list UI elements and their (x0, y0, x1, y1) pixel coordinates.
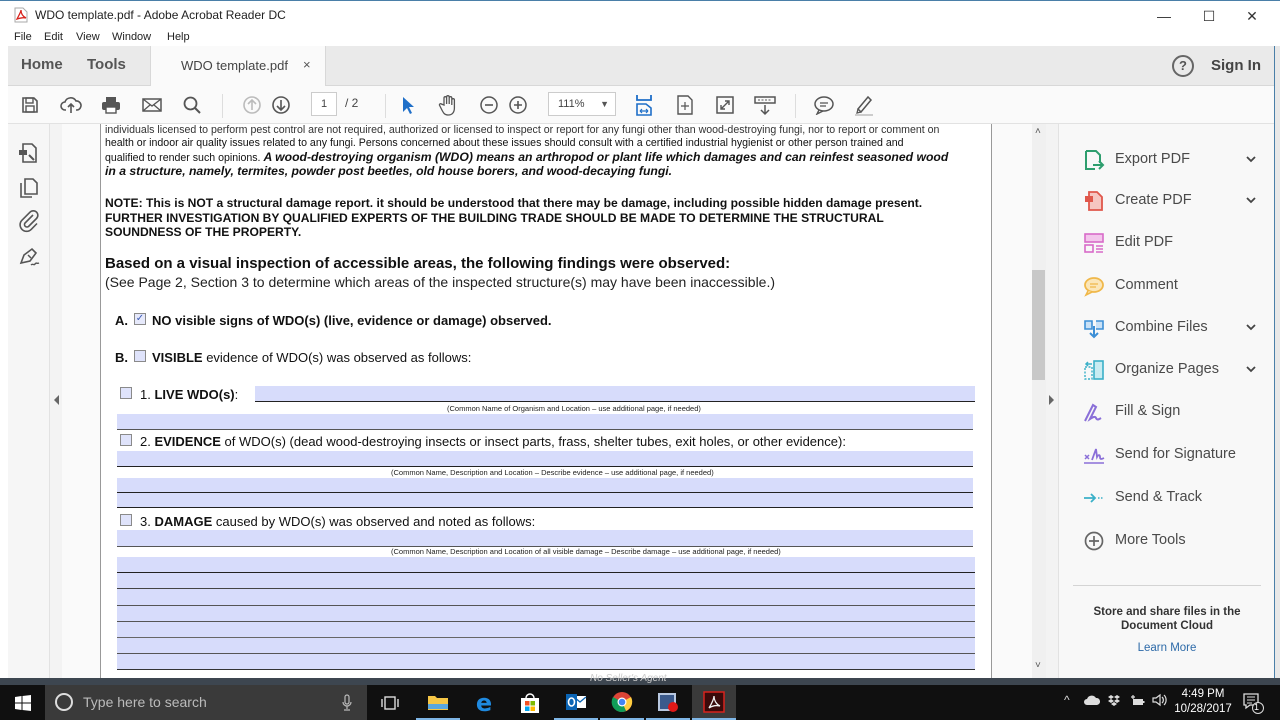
scrollbar-thumb[interactable] (1032, 270, 1045, 380)
item3-bold: DAMAGE (154, 514, 213, 529)
item1-text: : (234, 387, 239, 402)
tab-document[interactable] (150, 46, 326, 86)
minimize-icon: — (1157, 8, 1171, 24)
vertical-scrollbar[interactable] (1032, 124, 1046, 678)
chevron-right-icon (1048, 394, 1056, 406)
page-thumbnails-icon[interactable] (17, 176, 41, 200)
chevron-left-icon (52, 394, 60, 406)
option-a-checkbox[interactable] (134, 313, 146, 325)
close-button[interactable] (1229, 1, 1275, 31)
left-panel-toggle[interactable] (50, 124, 62, 678)
edit-pdf-icon (1083, 232, 1105, 254)
findings-heading: Based on a visual inspection of accessible areas, the following findings were observed: (105, 255, 731, 272)
option-b-bold: VISIBLE (152, 350, 203, 365)
export-page-icon[interactable] (17, 141, 41, 165)
toolbar (8, 86, 1280, 124)
tab-row (8, 46, 1280, 86)
tab-close-icon[interactable]: × (303, 57, 311, 72)
window-title: WDO template.pdf - Adobe Acrobat Reader DC (35, 8, 286, 22)
note-line: NOTE: This is NOT a structural damage report. it should be understood that there may be damage, including possible hidden damage present. (105, 196, 923, 210)
taskbar-video-recorder[interactable] (646, 685, 690, 720)
checkmark-icon: ✓ (135, 313, 145, 324)
item1-label (140, 387, 238, 402)
fit-width-icon[interactable] (631, 92, 657, 118)
chrome-icon (611, 691, 633, 713)
clock-time: 4:49 PM (1181, 688, 1225, 700)
battery-charging-icon[interactable] (1130, 694, 1145, 707)
menu-edit[interactable]: Edit (44, 31, 63, 43)
item2-text: of WDO(s) (dead wood-destroying insects or insect parts, frass, shelter tubes, exit holes, or other evidence): (220, 434, 846, 449)
tool-label: Create PDF (1115, 192, 1192, 208)
toolbar-divider (385, 94, 386, 118)
note-line: FURTHER INVESTIGATION BY QUALIFIED EXPERTS OF THE BUILDING TRADE SHOULD BE MADE TO DETERMINE THE STRUCTURAL (105, 211, 884, 225)
outlook-icon (565, 692, 587, 712)
menu-bar (0, 30, 1280, 46)
clock-date: 10/28/2017 (1174, 703, 1232, 715)
comment-icon[interactable] (811, 92, 837, 118)
windows-logo-icon (15, 695, 31, 711)
notification-count-badge: 1 (1254, 702, 1260, 712)
tool-label: Export PDF (1115, 151, 1190, 167)
combine-files-icon (1083, 317, 1105, 339)
field-underline (255, 401, 975, 402)
item1-num: 1. (140, 387, 151, 402)
page-up-icon[interactable] (239, 92, 265, 118)
option-b-label (152, 350, 471, 365)
taskbar-search[interactable] (45, 685, 367, 720)
send-for-signature-icon (1083, 444, 1105, 466)
chevron-down-icon[interactable] (1245, 321, 1257, 333)
live-wdo-field[interactable] (255, 386, 975, 401)
right-panel-toggle[interactable] (1046, 124, 1058, 678)
paragraph-line: health or indoor air quality issues related to any fungi. Persons concerned about these issues should consult with a certified industrial hygienist or other person trained and (105, 137, 904, 149)
tool-label: Send for Signature (1115, 446, 1236, 462)
tool-combine-files[interactable] (1083, 315, 1263, 341)
item2-label (140, 434, 846, 449)
show-hidden-icons[interactable]: ^ (1064, 693, 1070, 707)
item3-num: 3. (140, 514, 151, 529)
live-wdo-field-line2[interactable] (117, 414, 973, 429)
chevron-down-icon: ▼ (600, 99, 609, 109)
background-window-edge (1274, 46, 1280, 678)
page-down-icon[interactable] (268, 92, 294, 118)
document-viewer[interactable] (62, 124, 1032, 678)
evidence-field-line3[interactable] (117, 493, 973, 507)
toolbar-divider (795, 94, 796, 118)
dropbox-icon[interactable] (1107, 694, 1121, 707)
tools-pane (1058, 124, 1274, 678)
cortana-icon (55, 693, 73, 711)
option-b-text: evidence of WDO(s) was observed as follows: (202, 350, 472, 365)
damage-field-line7[interactable] (117, 638, 975, 653)
more-tools-icon (1083, 530, 1105, 552)
item1-bold: LIVE WDO(s) (154, 387, 235, 402)
fit-page-icon[interactable] (672, 92, 698, 118)
item2-caption: (Common Name, Description and Location – Describe evidence – use additional page, if needed) (391, 468, 714, 477)
item2-num: 2. (140, 434, 151, 449)
print-icon[interactable] (98, 92, 124, 118)
field-underline (117, 466, 973, 467)
tab-home[interactable]: Home (21, 56, 63, 73)
export-pdf-icon (1083, 149, 1105, 171)
menu-file[interactable]: File (14, 31, 32, 43)
tool-send-track[interactable] (1083, 485, 1263, 511)
volume-icon[interactable] (1152, 693, 1168, 707)
background-window-strip (0, 673, 1280, 685)
file-explorer-icon (427, 693, 449, 711)
scroll-down-icon[interactable]: ˅ (1035, 660, 1041, 671)
item3-text: caused by WDO(s) was observed and noted as follows: (212, 514, 536, 529)
search-placeholder: Type here to search (83, 694, 207, 710)
item3-label (140, 514, 535, 529)
item3-caption: (Common Name, Description and Location of all visible damage – Describe damage – use additional page, if needed) (391, 547, 781, 556)
chevron-down-icon[interactable] (1245, 194, 1257, 206)
acrobat-icon (703, 691, 725, 713)
menu-help[interactable]: Help (167, 31, 190, 43)
edge-icon: e (475, 688, 493, 717)
select-cursor-icon[interactable] (394, 92, 420, 118)
zoom-level-value: 111% (558, 98, 585, 110)
document-cloud-promo: Store and share files in the Document Cloud (1093, 606, 1241, 632)
taskbar-file-explorer[interactable] (416, 685, 460, 720)
item1-checkbox[interactable] (120, 387, 132, 399)
field-underline (117, 669, 975, 670)
microphone-icon[interactable] (342, 694, 352, 711)
damage-field-line6[interactable] (117, 622, 975, 637)
chevron-down-icon[interactable] (1245, 153, 1257, 165)
left-navigation-rail (8, 124, 50, 678)
signatures-icon[interactable] (17, 245, 41, 269)
damage-field-line4[interactable] (117, 589, 975, 605)
tool-label: Combine Files (1115, 319, 1208, 335)
store-icon (519, 692, 541, 714)
acrobat-app-icon (14, 7, 28, 23)
video-recorder-icon (656, 691, 680, 713)
zoom-out-icon[interactable] (476, 92, 502, 118)
damage-field[interactable] (117, 530, 973, 546)
tool-export-pdf[interactable] (1083, 147, 1263, 173)
tool-create-pdf[interactable] (1083, 188, 1263, 214)
maximize-icon: ☐ (1202, 7, 1216, 24)
zoom-in-icon[interactable] (505, 92, 531, 118)
taskbar-chrome[interactable] (600, 685, 644, 720)
damage-field-line8[interactable] (117, 654, 975, 669)
send-track-icon (1083, 487, 1105, 509)
evidence-field[interactable] (117, 451, 973, 466)
note-line: SOUNDNESS OF THE PROPERTY. (105, 225, 302, 239)
hand-tool-icon[interactable] (435, 92, 461, 118)
item2-checkbox[interactable] (120, 434, 132, 446)
item2-bold: EVIDENCE (154, 434, 221, 449)
close-icon: ✕ (1246, 7, 1258, 24)
tool-more-tools[interactable] (1083, 528, 1263, 554)
taskbar-outlook[interactable] (554, 685, 598, 720)
page-number-input[interactable]: 1 (311, 92, 337, 116)
task-view-icon (380, 695, 400, 711)
title-bar (0, 0, 1280, 30)
paragraph-text: qualified to render such opinions. (105, 152, 261, 164)
damage-field-line2[interactable] (117, 557, 975, 572)
page-total: / 2 (345, 96, 359, 110)
zoom-level-dropdown[interactable] (548, 92, 616, 116)
menu-window[interactable]: Window (112, 31, 152, 43)
sign-in-button[interactable]: Sign In (1211, 57, 1261, 74)
tool-label: Edit PDF (1115, 234, 1174, 250)
evidence-field-line2[interactable] (117, 478, 973, 492)
system-clock[interactable] (1170, 687, 1236, 717)
taskbar-acrobat[interactable] (692, 685, 736, 720)
option-a-label: NO visible signs of WDO(s) (live, evidence or damage) observed. (152, 313, 552, 328)
highlight-icon[interactable] (851, 92, 877, 118)
fill-sign-icon (1083, 401, 1105, 423)
email-icon[interactable] (139, 92, 165, 118)
search-icon[interactable] (179, 92, 205, 118)
tool-comment[interactable] (1083, 273, 1263, 299)
learn-more-link[interactable]: Learn More (1137, 642, 1197, 654)
menu-view[interactable]: View (76, 31, 100, 43)
wdo-definition-cont: in a structure, namely, termites, powder post beetles, old house borers, and wood-decaying fungi. (105, 164, 673, 178)
wdo-definition: A wood-destroying organism (WDO) means an arthropod or plant life which damages and can reinfest seasoned wood (263, 150, 949, 164)
damage-field-line3[interactable] (117, 573, 975, 588)
background-overlay-text: No Seller's Agent (590, 673, 667, 684)
taskbar-store[interactable] (508, 685, 552, 720)
panel-divider (1073, 585, 1261, 586)
option-a-letter: A. (115, 313, 128, 328)
task-view-button[interactable] (368, 685, 412, 720)
maximize-button[interactable] (1186, 1, 1232, 31)
start-button[interactable] (0, 685, 45, 720)
paragraph-line: individuals licensed to perform pest control are not required, authorized or licensed to inspect or report for any fungi other than wood-destroying fungi, nor to report or comment on (105, 124, 940, 136)
upload-cloud-icon[interactable] (58, 92, 84, 118)
tool-send-for-signature[interactable] (1083, 442, 1263, 468)
organize-pages-icon (1083, 359, 1105, 381)
comment-icon (1083, 275, 1105, 297)
scroll-mode-icon[interactable] (752, 92, 778, 118)
action-center-icon[interactable] (1242, 692, 1264, 714)
tool-label: More Tools (1115, 532, 1186, 548)
tool-edit-pdf[interactable] (1083, 230, 1263, 256)
tab-document-label: WDO template.pdf (181, 58, 288, 73)
full-screen-icon[interactable] (712, 92, 738, 118)
save-icon[interactable] (17, 92, 43, 118)
field-underline (117, 507, 973, 508)
create-pdf-icon (1083, 190, 1105, 212)
tool-label: Organize Pages (1115, 361, 1219, 377)
field-underline (117, 429, 973, 430)
toolbar-divider (222, 94, 223, 118)
option-b-checkbox[interactable] (134, 350, 146, 362)
item1-caption: (Common Name of Organism and Location – use additional page, if needed) (447, 404, 701, 413)
paragraph-line (105, 150, 948, 164)
tab-tools[interactable]: Tools (87, 56, 126, 73)
findings-subheading: (See Page 2, Section 3 to determine which areas of the inspected structure(s) may have been inaccessible.) (105, 274, 776, 290)
tool-label: Send & Track (1115, 489, 1203, 505)
item3-checkbox[interactable] (120, 514, 132, 526)
tool-fill-sign[interactable] (1083, 399, 1263, 425)
help-icon[interactable]: ? (1172, 55, 1194, 77)
chevron-down-icon[interactable] (1245, 363, 1257, 375)
tool-organize-pages[interactable] (1083, 357, 1263, 383)
pdf-page (100, 124, 992, 678)
scroll-up-icon[interactable]: ˄ (1035, 126, 1041, 137)
option-b-letter: B. (115, 350, 128, 365)
onedrive-icon[interactable] (1084, 695, 1100, 706)
attachments-icon[interactable] (17, 209, 41, 233)
tool-label: Fill & Sign (1115, 403, 1181, 419)
tool-label: Comment (1115, 277, 1178, 293)
damage-field-line5[interactable] (117, 606, 975, 621)
taskbar-edge[interactable] (462, 685, 506, 720)
minimize-button[interactable] (1141, 1, 1187, 31)
